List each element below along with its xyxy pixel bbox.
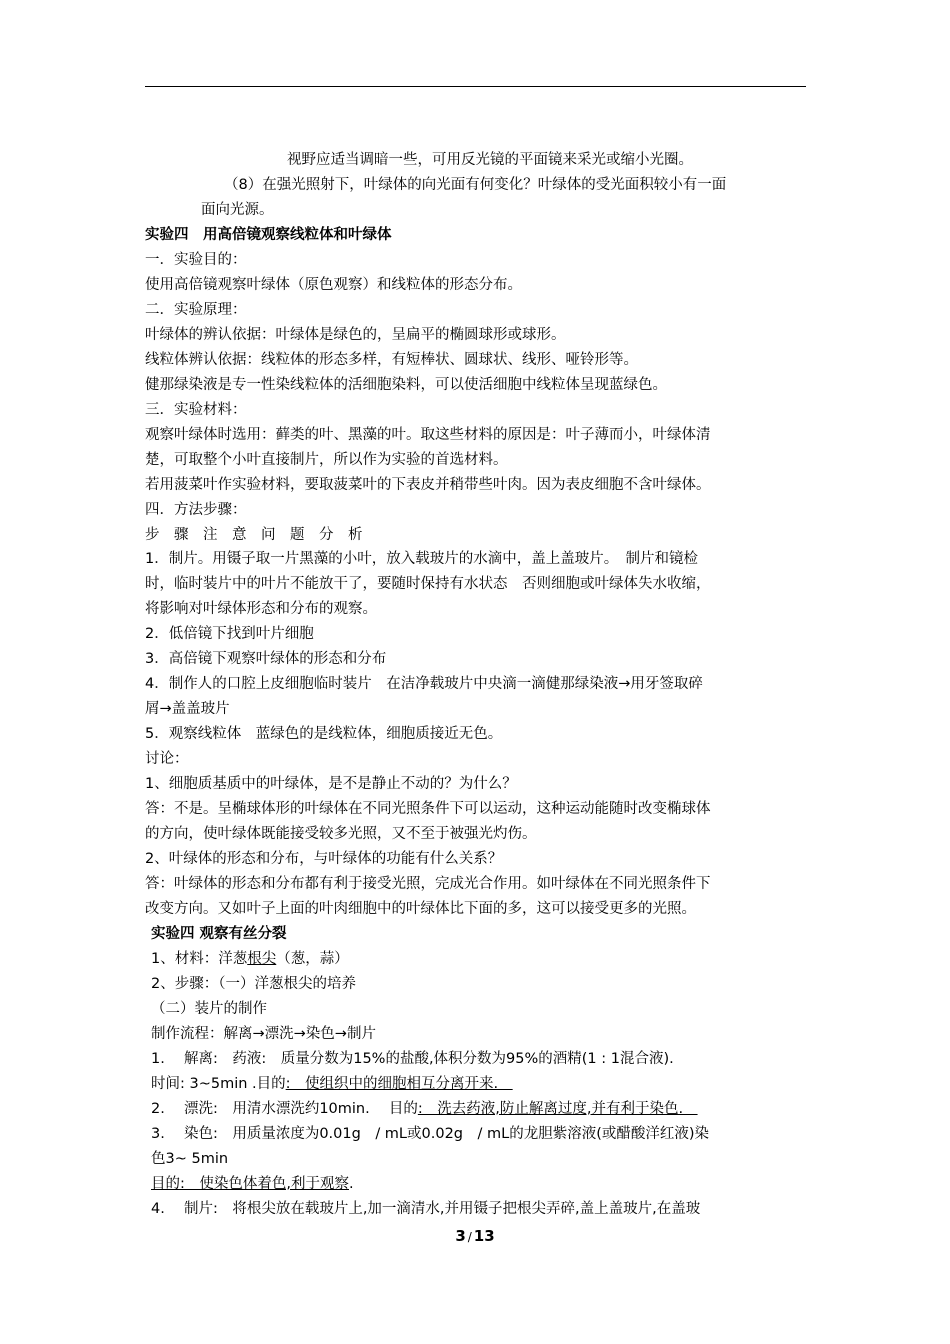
text-line: （8）在强光照射下，叶绿体的向光面有何变化？叶绿体的受光面积较小有一面 — [224, 177, 727, 193]
text-line: 1．制片。用镊子取一片黑藻的小叶，放入载玻片的水滴中，盖上盖玻片。 制片和镜检 — [145, 551, 698, 567]
text-line: 将影响对叶绿体形态和分布的观察。 — [145, 601, 377, 617]
page-current: 3 — [455, 1227, 466, 1245]
text-line: 改变方向。又如叶子上面的叶肉细胞中的叶绿体比下面的多，这可以接受更多的光照。 — [145, 901, 696, 917]
text-line: 2、叶绿体的形态和分布，与叶绿体的功能有什么关系？ — [145, 851, 503, 867]
text-line: 线粒体辨认依据：线粒体的形态多样，有短棒状、圆球状、线形、哑铃形等。 — [145, 352, 638, 368]
text-line: 1. 解离: 药液: 质量分数为15%的盐酸,体积分数为95%的酒精(1 : 1混合液). — [151, 1051, 674, 1067]
text-line: 三．实验材料： — [145, 402, 247, 418]
text-line: 2. 漂洗: 用清水漂洗约10min. 目的: 洗去药液,防止解离过度,并有利于染色. — [151, 1101, 698, 1117]
underlined-purpose: : 使组织中的细胞相互分离开来. — [285, 1076, 513, 1092]
underlined-purpose: 目的: 使染色体着色,利于观察 — [151, 1176, 349, 1192]
text-line: 制作流程：解离→漂洗→染色→制片 — [151, 1026, 376, 1042]
text-line: 步 骤 注 意 问 题 分 析 — [145, 527, 363, 543]
text-line: （二）装片的制作 — [151, 1001, 267, 1017]
text-line: 健那绿染液是专一性染线粒体的活细胞染料，可以使活细胞中线粒体呈现蓝绿色。 — [145, 377, 667, 393]
text-line: 3. 染色: 用质量浓度为0.01g / mL或0.02g / mL的龙胆紫溶液(或醋酸洋红液)染 — [151, 1126, 710, 1142]
section-heading: 实验四 观察有丝分裂 — [151, 926, 287, 942]
page-number — [0, 1227, 950, 1245]
text-line: 答：不是。呈椭球体形的叶绿体在不同光照条件下可以运动，这种运动能随时改变椭球体 — [145, 801, 711, 817]
page-separator: / — [467, 1230, 472, 1244]
text-line: 楚，可取整个小叶直接制片，所以作为实验的首选材料。 — [145, 452, 508, 468]
header-rule — [145, 86, 806, 87]
text-line: 2、步骤：（一）洋葱根尖的培养 — [151, 976, 356, 992]
text-line: 视野应适当调暗一些，可用反光镜的平面镜来采光或缩小光圈。 — [287, 152, 693, 168]
text-line: 3．高倍镜下观察叶绿体的形态和分布 — [145, 651, 387, 667]
text-line: 观察叶绿体时选用：藓类的叶、黑藻的叶。取这些材料的原因是：叶子薄而小，叶绿体清 — [145, 427, 711, 443]
text-line: 屑→盖盖玻片 — [145, 701, 230, 717]
text-line: 二．实验原理： — [145, 302, 247, 318]
text-line: 色3~ 5min — [151, 1151, 229, 1167]
text-line: 时，临时装片中的叶片不能放干了，要随时保持有水状态 否则细胞或叶绿体失水收缩， — [145, 576, 711, 592]
text-line: 1、细胞质基质中的叶绿体，是不是静止不动的？为什么？ — [145, 776, 517, 792]
text-line: 1、材料：洋葱根尖（葱，蒜） — [151, 951, 349, 967]
underlined-term: 根尖 — [247, 951, 277, 967]
text-line: 4. 制片: 将根尖放在载玻片上,加一滴清水,并用镊子把根尖弄碎,盖上盖玻片,在盖玻 — [151, 1201, 701, 1217]
text-line: 使用高倍镜观察叶绿体（原色观察）和线粒体的形态分布。 — [145, 277, 522, 293]
text-line: 若用菠菜叶作实验材料，要取菠菜叶的下表皮并稍带些叶肉。因为表皮细胞不含叶绿体。 — [145, 477, 711, 493]
text-line: 四．方法步骤： — [145, 502, 247, 518]
text-line: 的方向，使叶绿体既能接受较多光照，又不至于被强光灼伤。 — [145, 826, 537, 842]
underlined-purpose: : 洗去药液,防止解离过度,并有利于染色. — [417, 1101, 698, 1117]
text-line: 2．低倍镜下找到叶片细胞 — [145, 626, 314, 642]
text-line: 讨论： — [145, 751, 189, 767]
text-line: 目的: 使染色体着色,利于观察. — [151, 1176, 354, 1192]
text-line: 一．实验目的： — [145, 252, 247, 268]
text-line: 面向光源。 — [201, 202, 274, 218]
text-line: 答：叶绿体的形态和分布都有利于接受光照，完成光合作用。如叶绿体在不同光照条件下 — [145, 876, 711, 892]
section-heading: 实验四 用高倍镜观察线粒体和叶绿体 — [145, 227, 392, 243]
text-line: 5．观察线粒体 蓝绿色的是线粒体，细胞质接近无色。 — [145, 726, 503, 742]
text-line: 叶绿体的辨认依据：叶绿体是绿色的，呈扁平的椭圆球形或球形。 — [145, 327, 566, 343]
text-line: 时间: 3~5min .目的: 使组织中的细胞相互分离开来. — [151, 1076, 513, 1092]
text-line: 4．制作人的口腔上皮细胞临时装片 在洁净载玻片中央滴一滴健那绿染液→用牙签取碎 — [145, 676, 703, 692]
page-total: 13 — [473, 1227, 495, 1245]
